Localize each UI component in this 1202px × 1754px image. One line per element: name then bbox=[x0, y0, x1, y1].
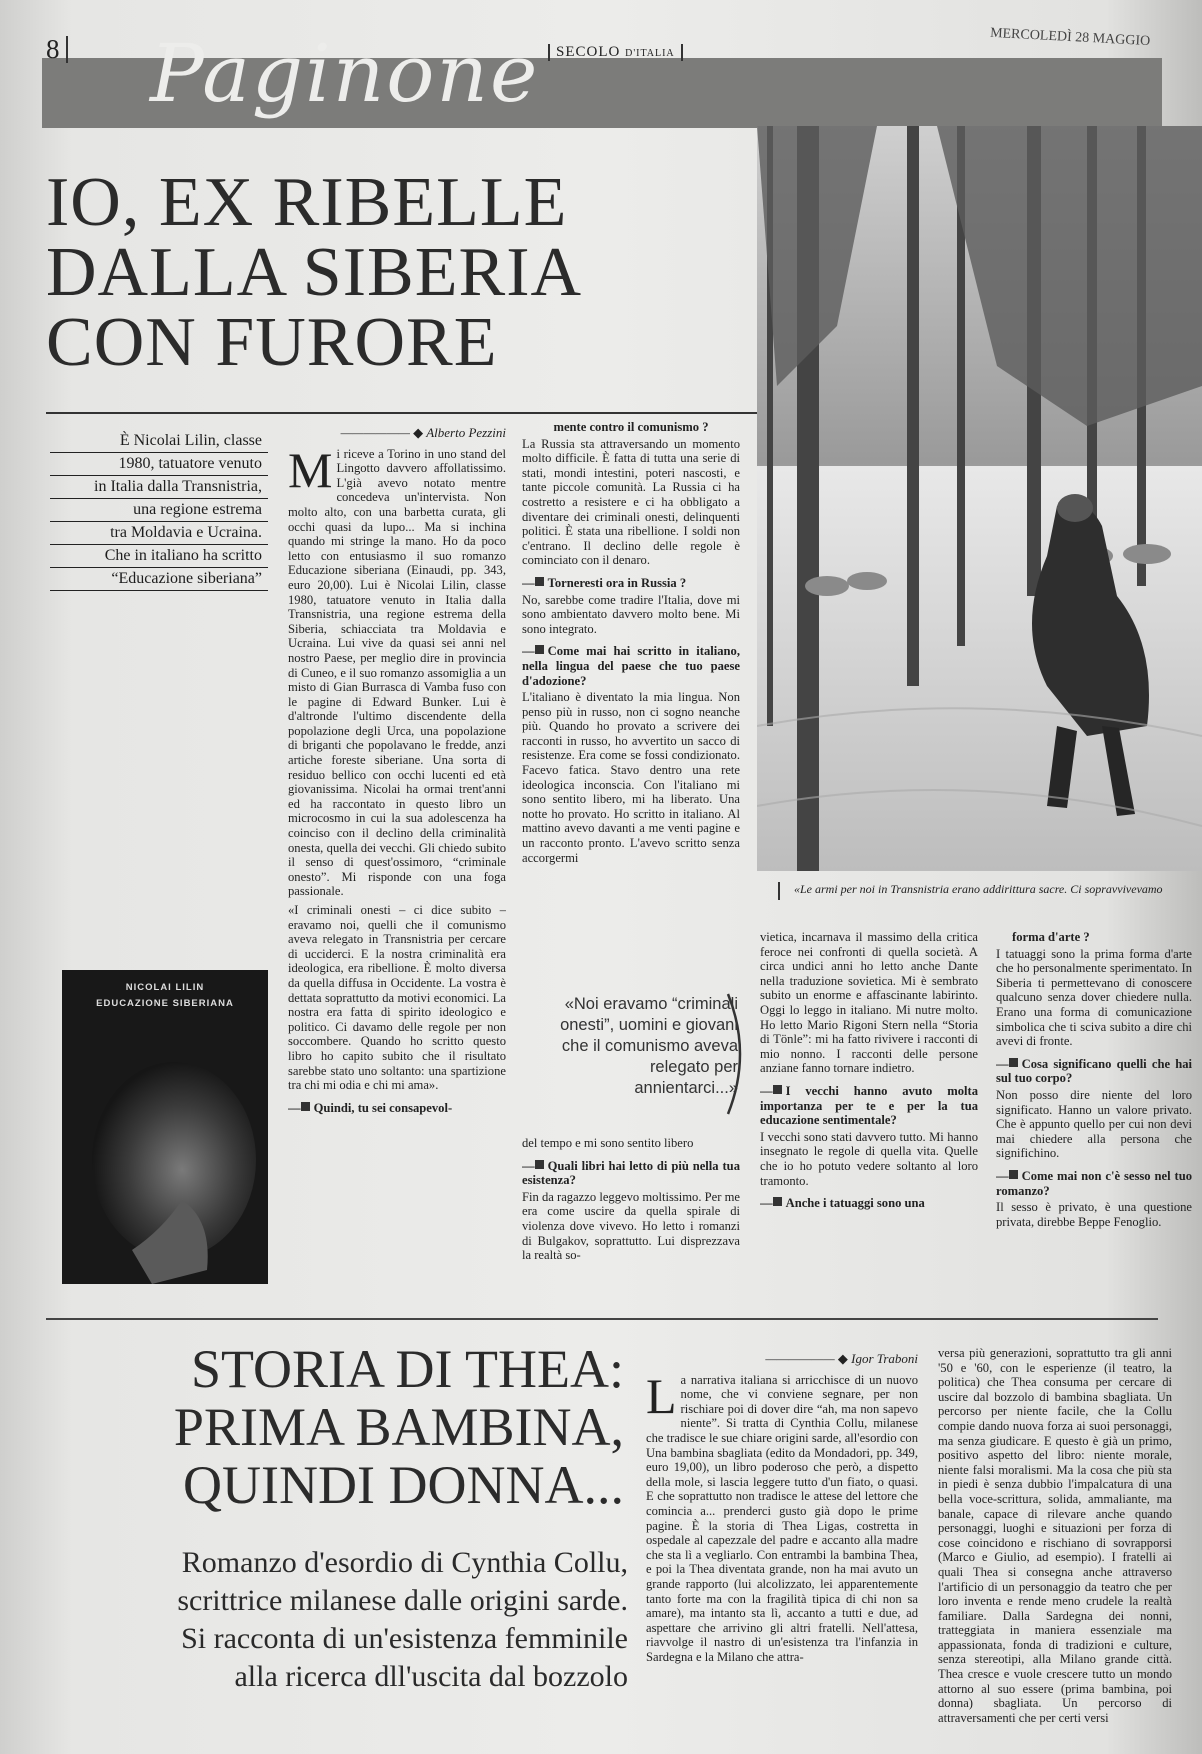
article1-teaser bbox=[50, 430, 268, 591]
paragraph: Non posso dire niente del loro significato. Hanno un valore privato. Che è appunto quello per cui non devi mai chiedere alla persona che significhino. bbox=[996, 1087, 1192, 1161]
byline-name: Alberto Pezzini bbox=[426, 426, 506, 440]
article1-column-4 bbox=[996, 930, 1192, 1300]
interview-question: — Quali libri hai letto di più nella tua esistenza? bbox=[522, 1158, 740, 1188]
headline-line: CON FURORE bbox=[46, 304, 498, 381]
headline-line: STORIA DI THEA: bbox=[190, 1339, 624, 1399]
interview-question: — Come mai hai scritto in italiano, nella lingua del paese che tuo paese d'adozione? bbox=[522, 644, 740, 688]
book-cover-image bbox=[62, 970, 268, 1284]
subtitle-line: alla ricerca dll'uscita dal bozzolo bbox=[234, 1660, 628, 1693]
article2-subtitle bbox=[48, 1544, 628, 1696]
paragraph: del tempo e mi sono sentito libero bbox=[522, 1136, 694, 1150]
article1-column-2b bbox=[522, 1136, 740, 1296]
question-text: Quindi, tu sei consapevol- bbox=[313, 1100, 453, 1115]
paragraph: La Russia sta attraversando un momento molto difficile. È fatta di tutta una serie di stati, mondi intestini, poteri nascosti, e tante piccole comunità. La Russia ci ha costretto a resistere e ci ha obbligato a diventare dei criminali onesti, delinquenti politici. È stata una ribellione. I soldi non c'entrano. Il declino delle regole è cominciato con il denaro. bbox=[522, 436, 740, 568]
article2-byline: —————— ◆ Igor Traboni bbox=[765, 1352, 918, 1366]
question-text: I vecchi hanno avuto molta importanza per te e per la tua educazione sentimentale? bbox=[760, 1083, 978, 1128]
subtitle-line: scrittrice milanese dalle origini sarde. bbox=[177, 1584, 628, 1617]
paragraph: Il sesso è privato, è una questione privata, direbbe Beppe Fenoglio. bbox=[996, 1200, 1192, 1229]
pull-quote: «Noi eravamo “criminali onesti”, uomini e giovani che il comunismo aveva relegato per annientarci...» bbox=[560, 995, 738, 1097]
subtitle-line: Si racconta di un'esistenza femminile bbox=[181, 1622, 628, 1655]
teaser-line: 1980, tatuatore venuto bbox=[50, 453, 268, 476]
dropcap: L bbox=[646, 1367, 677, 1424]
issue-date: MERCOLEDÌ 28 MAGGIO bbox=[989, 25, 1151, 50]
question-text: Cosa significano quelli che hai sul tuo corpo? bbox=[996, 1056, 1192, 1086]
interview-question: — Quindi, tu sei consapevol- bbox=[288, 1100, 453, 1115]
interview-question: — Anche i tatuaggi sono una bbox=[760, 1196, 925, 1211]
headline-line: IO, EX RIBELLE bbox=[46, 164, 568, 241]
paragraph: versa più generazioni, soprattutto tra gli anni '50 e '60, con le esperienze (il teatro, la politica) che Thea consuma per cercare di uscire dal bozzolo di bambina sbagliata. Un percorso per niente facile, che la Collu compie dando nuova forza ai suoi personaggi, ma senza giudicare. E questo è già un primo, positivo aspetto del libro: niente morale, niente falsi moralismi. Ma la cosa che più sta in piedi è senza dubbio l'impalcatura di una bella voce-scrittura, solida, ammaliante, ma banale, capace di rilevare anche quando personaggi, luoghi e situazioni per forza di cose coincidono e rischiano di sovrapporsi (Marco e Giulio, ad esempio). I fratelli ai quali Thea si consegna anche attraverso l'artificio di un personaggio da teatro che per loro inventa e rende meno crudele la realtà familiare. Dalla Sardegna dei nonni, tratteggiata in maniera essenziale ma appassionata, fonda di tradizioni e culture, senza stereotipi, alla Milano grande città. Thea cresce e vuole crescere tutto un mondo attorno al suo essere (prima bambina, poi donna) sbagliata. Un percorso di attraversamenti che per certi versi bbox=[938, 1346, 1172, 1725]
article-separator bbox=[46, 1318, 1158, 1320]
article1-byline: —————— ◆ Alberto Pezzini bbox=[340, 426, 506, 440]
teaser-line: È Nicolai Lilin, classe bbox=[50, 430, 268, 453]
interview-question: — Torneresti ora in Russia ? bbox=[522, 575, 687, 590]
question-text: Anche i tatuaggi sono una bbox=[785, 1196, 925, 1211]
subtitle-line: Romanzo d'esordio di Cynthia Collu, bbox=[181, 1546, 628, 1579]
article2-column-2 bbox=[938, 1346, 1172, 1752]
interview-question: — I vecchi hanno avuto molta importanza per te e per la tua educazione sentimentale? bbox=[760, 1083, 978, 1128]
teaser-line: “Educazione siberiana” bbox=[50, 568, 268, 591]
question-text: Quali libri hai letto di più nella tua esistenza? bbox=[522, 1158, 740, 1188]
teaser-line: tra Moldavia e Ucraina. bbox=[50, 522, 268, 545]
teaser-line: Che in italiano ha scritto bbox=[50, 545, 268, 568]
teaser-line: una regione estrema bbox=[50, 499, 268, 522]
interview-question: — Cosa significano quelli che hai sul tuo corpo? bbox=[996, 1056, 1192, 1086]
masthead-small: D'ITALIA bbox=[625, 48, 675, 59]
book-author: NICOLAI LILIN bbox=[125, 982, 205, 993]
pull-quote-bracket bbox=[722, 990, 756, 1118]
article2-headline bbox=[64, 1340, 624, 1514]
question-text: Torneresti ora in Russia ? bbox=[547, 575, 687, 590]
masthead-name: SECOLO bbox=[556, 44, 621, 60]
article1-headline bbox=[46, 164, 706, 381]
paragraph: I vecchi sono stati davvero tutto. Mi hanno insegnato le regole di quella vita. Quelle che io ho potuto vedere soltanto al loro tramonto. bbox=[760, 1129, 978, 1188]
paragraph-text: i riceve a Torino in uno stand del Lingotto davvero affollatissimo. L'già avevo notato mentre concedeva un'intervista. Non molto alto, con una barbetta curata, gli occhi quasi da lupo... Ma si inchina quando mi stringe la mano. Ho da poco letto con entusiasmo il suo romanzo Educazione siberiana (Einaudi, pp. 343, euro 20,00). Lui è Nicolai Lilin, classe 1980, tatuatore venuto in Italia dalla Transnistria, una regione estrema della Siberia, schiacciata tra Moldavia e Ucraina. Lui vive da quasi sei anni nel nostro Paese, per meglio dire in provincia di Cuneo, e il suo romanzo assomiglia a un misto di Gian Burrasca di Vamba fuso con le pagine di Edward Bunker. Lui è d'altronde l'ultimo discendente della popolazione degli Urca, una popolazione di briganti che popolavano le fredde, anzi artiche foreste siberiane. Una sorta di residuo bellico con occhi lucenti ed età giovanissima. Nicolai ha ormai trent'anni ed ha raccontato in questo libro un microcosmo in cui la sua adolescenza ha coinciso con il declino della criminalità onesta, quella dei vecchi. Gli chiedo subito il senso di quest'ossimoro, “criminale onesto”. Mi risponde con una foga passionale. bbox=[288, 446, 506, 899]
paragraph: Fin da ragazzo leggevo moltissimo. Per me era come uscire da quella spirale di violenza dove vivevo. Ho letto i romanzi di Bulgakov, soprattutto. Lui disprezzava la realtà so- bbox=[522, 1189, 740, 1263]
interview-question: — Come mai non c'è sesso nel tuo romanzo? bbox=[996, 1168, 1192, 1198]
interview-question: mente contro il comunismo ? bbox=[553, 420, 709, 434]
headline-line: PRIMA BAMBINA, bbox=[173, 1397, 624, 1457]
masthead bbox=[548, 44, 683, 61]
headline-rule bbox=[46, 412, 758, 414]
article2-column-1 bbox=[646, 1352, 918, 1752]
interview-question: forma d'arte ? bbox=[1012, 930, 1090, 944]
article1-column-3 bbox=[760, 930, 978, 1300]
book-title: EDUCAZIONE SIBERIANA bbox=[96, 998, 234, 1009]
paragraph: «I criminali onesti – ci dice subito – eravamo noi, quelli che il comunismo aveva relegato in Transnistria per cercare di ucciderci. E la nostra criminalità era ideologica, era ribellione. È molto diversa da quella diffusa in Occidente. La vostra è dettata soprattutto da motivi economici. La nostra era fatta di spirito ideologico e politico. Ci davamo delle regole per non soccombere. Quando ho scritto questo libro ho capito subito che il risultato sarebbe stato uno soltanto: una spartizione tra chi mi odia e chi mi ama». bbox=[288, 903, 506, 1093]
paragraph-text: a narrativa italiana si arricchisce di un nuovo nome, che vi conviene segnare, per non rischiare poi di dover dire “ah, ma non sapevo niente”. Si tratta di Cynthia Collu, milanese che tradisce le sue chiare origini sarde, all'esordio con Una bambina sbagliata (edito da Mondadori, pp. 349, euro 19,00), un libro poderoso che però, a dispetto della mole, si lascia leggere tutto d'un fiato, o quasi. E che soprattutto non tradisce le attese del lettore che comincia a... prenderci gusto già dopo le prime pagine. È la storia di Thea Ligas, costretta in ospedale al capezzale del padre e accanto alla madre che sta lì a vegliarlo. Con entrambi la bambina Thea, e poi la Thea diventata grande, non ha mai avuto un grande rapporto (lui alcolizzato, lei apparentemente tanto forte ma con la fragilità tipica di chi non sa amare), ma intanto sta lì, accanto a tutti e due, ad aspettare che arrivino gli altri fratelli. Nell'attesa, riavvolge il nastro di un'esistenza tra l'infanzia in Sardegna e la Milano che attra- bbox=[646, 1372, 918, 1664]
paragraph bbox=[646, 1367, 918, 1665]
paragraph: L'italiano è diventato la mia lingua. Non penso più in russo, non ci sogno neanche più. Quando ho provato a scrivere dei racconti in russo, ho avvertito un sacco di resistenze. Era come se fossi condizionato. Facevo fatica. Stavo dentro una rete ideologica inconscia. Con l'italiano mi sono sentito libero, mi ha liberato. Una notte ho provato. Ho scritto in italiano. Al mattino avevo davanti a me venti pagine e un racconto pronto. L'avevo scritto senza accorgermi bbox=[522, 690, 740, 865]
article1-column-1 bbox=[288, 426, 506, 1296]
paragraph: No, sarebbe come tradire l'Italia, dove mi sono ambientato davvero molto bene. Mi sono integrato. bbox=[522, 592, 740, 636]
article1-column-2a bbox=[522, 420, 740, 980]
paragraph: I tatuaggi sono la prima forma d'arte che ho personalmente sperimentato. In Siberia ti permettevano di conoscere qualcuno senza dover chiedere nulla. Erano una forma di comunicazione simbolica che ti sciva subito a dire chi avevi di fronte. bbox=[996, 946, 1192, 1049]
headline-line: QUINDI DONNA... bbox=[183, 1455, 624, 1515]
dropcap: M bbox=[288, 441, 333, 498]
siberian-forest-photo bbox=[757, 126, 1202, 871]
paragraph: vietica, incarnava il massimo della critica feroce nei confronti di quella società. A circa undici anni ho letto anche Dante nella traduzione sovietica. Mi è sembrato subito un enorme e affascinante labirinto. Oggi lo leggo in italiano. Mi nutre molto. Ho letto Mario Rigoni Stern nella “Storia di Tönle”: mi ha fatto rivivere i racconti di mio nonno. I racconti delle persone anziane fanno tornare indietro. bbox=[760, 930, 978, 1076]
byline-name: Igor Traboni bbox=[851, 1352, 918, 1366]
paragraph bbox=[288, 441, 506, 899]
photo-caption: «Le armi per noi in Transnistria erano addirittura sacre. Ci sopravvivevamo bbox=[778, 882, 1202, 900]
teaser-line: in Italia dalla Transnistria, bbox=[50, 476, 268, 499]
question-text: Come mai hai scritto in italiano, nella lingua del paese che tuo paese d'adozione? bbox=[522, 644, 740, 688]
question-text: Come mai non c'è sesso nel tuo romanzo? bbox=[996, 1168, 1192, 1198]
headline-line: DALLA SIBERIA bbox=[46, 234, 583, 311]
page-number: 8 bbox=[46, 36, 68, 63]
section-title: Paginone bbox=[150, 27, 540, 120]
